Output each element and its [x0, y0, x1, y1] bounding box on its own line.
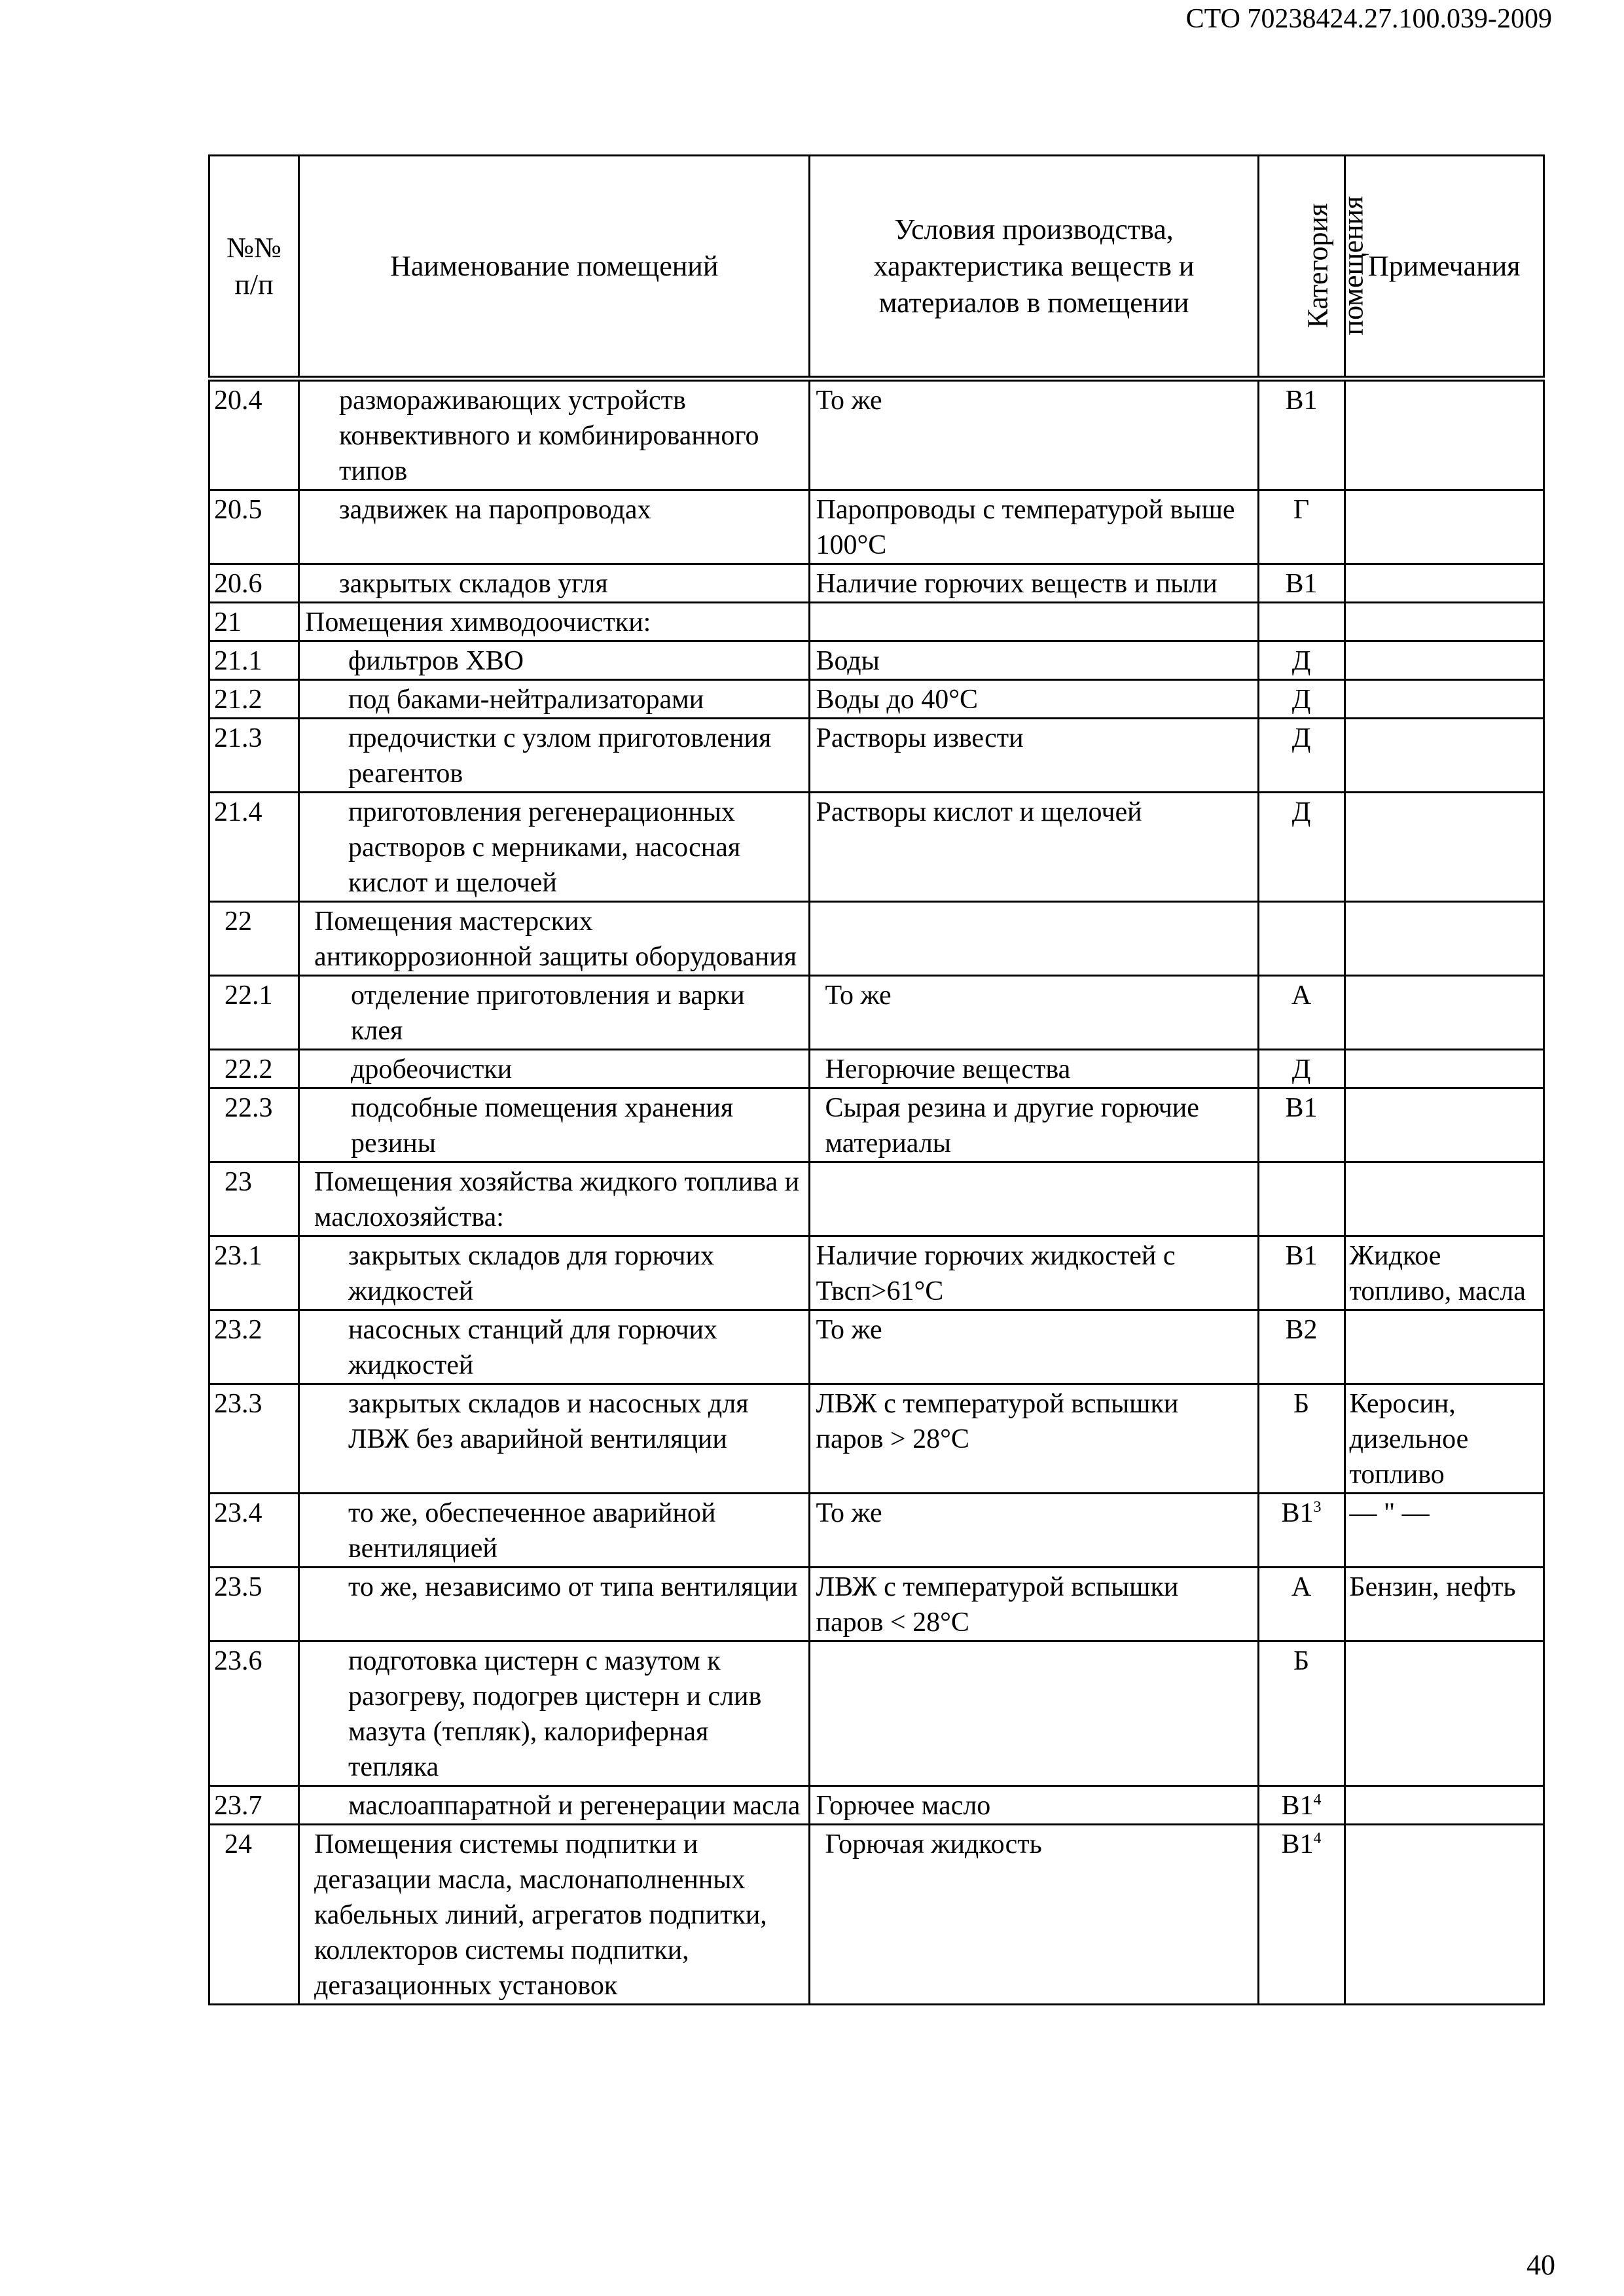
- row-number: 23.3: [209, 1384, 299, 1494]
- row-conditions: Воды: [810, 641, 1258, 680]
- row-category: [1258, 1162, 1344, 1236]
- row-category: [1258, 1050, 1344, 1088]
- table-row: [209, 1568, 1544, 1641]
- row-name-text: закрытых складов угля: [339, 569, 608, 599]
- row-category: [1258, 680, 1344, 719]
- row-number: 22: [209, 902, 299, 976]
- row-name-text: подготовка цистерн с мазутом к разогреву, подогрев цистерн и слив мазута (тепляк), калориферная тепляка: [348, 1646, 762, 1782]
- row-premises-name: [299, 902, 810, 976]
- row-number: 21: [209, 603, 299, 641]
- row-conditions: [810, 1641, 1258, 1786]
- row-number: 21.4: [209, 793, 299, 902]
- row-name-text: Помещения химводоочистки:: [305, 607, 651, 637]
- table-row: [209, 379, 1544, 490]
- document-code: СТО 70238424.27.100.039-2009: [1185, 4, 1552, 34]
- row-category-text: А: [1291, 1572, 1312, 1602]
- row-conditions: То же: [810, 1494, 1258, 1568]
- header-premises-name: [299, 156, 810, 379]
- row-category: [1258, 1088, 1344, 1162]
- row-category: [1258, 793, 1344, 902]
- row-premises-name: [299, 603, 810, 641]
- row-conditions: [810, 1162, 1258, 1236]
- row-conditions: Растворы кислот и щелочей: [810, 793, 1258, 902]
- row-category-footnote: 3: [1313, 1499, 1322, 1516]
- row-premises-name: [299, 1310, 810, 1384]
- row-premises-name: [299, 1641, 810, 1786]
- table-header-row: [209, 156, 1544, 379]
- row-number: 20.6: [209, 564, 299, 603]
- row-number: 22.2: [209, 1050, 299, 1088]
- row-category-text: В1: [1285, 386, 1318, 416]
- row-premises-name: [299, 641, 810, 680]
- table-row: [209, 1236, 1544, 1310]
- header-number: [209, 156, 299, 379]
- row-conditions: Горючая жидкость: [810, 1825, 1258, 2005]
- row-name-text: то же, обеспеченное аварийной вентиляцией: [348, 1498, 716, 1564]
- row-premises-name: [299, 490, 810, 564]
- row-notes: [1344, 902, 1544, 976]
- row-name-text: Помещения мастерских антикоррозионной защиты оборудования: [314, 906, 797, 972]
- row-number: 23: [209, 1162, 299, 1236]
- row-premises-name: [299, 1088, 810, 1162]
- row-number: 23.5: [209, 1568, 299, 1641]
- table-row: [209, 1825, 1544, 2005]
- row-category-text: В1: [1281, 1829, 1314, 1859]
- row-premises-name: [299, 1162, 810, 1236]
- row-premises-name: [299, 793, 810, 902]
- row-number: 23.4: [209, 1494, 299, 1568]
- row-category-footnote: 4: [1313, 1791, 1322, 1808]
- table-row: [209, 490, 1544, 564]
- row-name-text: фильтров ХВО: [348, 646, 524, 676]
- row-category: [1258, 976, 1344, 1050]
- row-premises-name: [299, 1825, 810, 2005]
- row-notes: [1344, 976, 1544, 1050]
- row-category-text: Д: [1291, 1054, 1311, 1085]
- row-number: 23.7: [209, 1786, 299, 1825]
- table-row: [209, 1162, 1544, 1236]
- row-number: 23.6: [209, 1641, 299, 1786]
- row-notes: [1344, 490, 1544, 564]
- table-row: [209, 1494, 1544, 1568]
- row-conditions: Паропроводы с температурой выше 100°С: [810, 490, 1258, 564]
- row-name-text: Помещения хозяйства жидкого топлива и маслохозяйства:: [314, 1167, 800, 1232]
- row-category: [1258, 641, 1344, 680]
- header-number-text: №№ п/п: [226, 231, 281, 300]
- row-category-text: В1: [1285, 1241, 1318, 1271]
- table-row: [209, 1310, 1544, 1384]
- row-conditions: ЛВЖ с температурой вспышки паров < 28°С: [810, 1568, 1258, 1641]
- row-conditions: Горючее масло: [810, 1786, 1258, 1825]
- row-conditions: То же: [810, 1310, 1258, 1384]
- row-conditions: [810, 603, 1258, 641]
- premises-category-table: [208, 154, 1545, 2005]
- table-row: [209, 1050, 1544, 1088]
- row-premises-name: [299, 1568, 810, 1641]
- row-number: 20.4: [209, 379, 299, 490]
- header-conditions-text: Условия производства, характеристика веществ и материалов в помещении: [873, 213, 1195, 319]
- row-notes: [1344, 1641, 1544, 1786]
- row-category-text: Д: [1291, 797, 1311, 827]
- row-category: [1258, 1384, 1344, 1494]
- table-row: [209, 680, 1544, 719]
- row-conditions: Негорючие вещества: [810, 1050, 1258, 1088]
- row-premises-name: [299, 379, 810, 490]
- row-premises-name: [299, 680, 810, 719]
- page-number: 40: [1526, 2249, 1555, 2281]
- table-row: [209, 902, 1544, 976]
- row-category-text: В1: [1285, 569, 1318, 599]
- table-row: [209, 1641, 1544, 1786]
- row-category-text: Д: [1291, 723, 1311, 753]
- row-notes: — " —: [1344, 1494, 1544, 1568]
- row-number: 23.1: [209, 1236, 299, 1310]
- row-category-text: В1: [1285, 1093, 1318, 1123]
- row-premises-name: [299, 1236, 810, 1310]
- row-name-text: насосных станций для горючих жидкостей: [348, 1315, 717, 1380]
- table-row: [209, 1786, 1544, 1825]
- row-premises-name: [299, 976, 810, 1050]
- row-conditions: То же: [810, 976, 1258, 1050]
- row-number: 21.2: [209, 680, 299, 719]
- row-conditions: Наличие горючих веществ и пыли: [810, 564, 1258, 603]
- row-category: [1258, 603, 1344, 641]
- row-notes: Жидкое топливо, масла: [1344, 1236, 1544, 1310]
- row-number: 24: [209, 1825, 299, 2005]
- table-row: [209, 793, 1544, 902]
- row-name-text: отделение приготовления и варки клея: [351, 980, 745, 1046]
- row-category: [1258, 902, 1344, 976]
- row-number: 22.3: [209, 1088, 299, 1162]
- row-notes: [1344, 564, 1544, 603]
- table-row: [209, 1088, 1544, 1162]
- row-conditions: [810, 902, 1258, 976]
- row-category-text: Б: [1293, 1389, 1310, 1419]
- row-category: [1258, 1236, 1344, 1310]
- row-number: 21.1: [209, 641, 299, 680]
- row-category-text: В2: [1285, 1315, 1318, 1345]
- row-notes: [1344, 680, 1544, 719]
- row-premises-name: [299, 719, 810, 793]
- row-category-text: А: [1291, 980, 1312, 1011]
- row-category-text: Б: [1293, 1646, 1310, 1676]
- row-number: 21.3: [209, 719, 299, 793]
- row-conditions: Наличие горючих жидкостей с Твсп>61°С: [810, 1236, 1258, 1310]
- row-name-text: под баками-нейтрализаторами: [348, 685, 704, 715]
- row-name-text: подсобные помещения хранения резины: [351, 1093, 734, 1158]
- row-conditions: Растворы извести: [810, 719, 1258, 793]
- row-conditions: Сырая резина и другие горючие материалы: [810, 1088, 1258, 1162]
- row-category: [1258, 379, 1344, 490]
- row-notes: [1344, 1162, 1544, 1236]
- row-name-text: предочистки с узлом приготовления реагентов: [348, 723, 772, 789]
- table-row: [209, 603, 1544, 641]
- row-name-text: размораживающих устройств конвективного и комбинированного типов: [339, 386, 759, 486]
- row-notes: [1344, 379, 1544, 490]
- table-row: [209, 719, 1544, 793]
- header-conditions: [810, 156, 1258, 379]
- row-premises-name: [299, 564, 810, 603]
- header-category: [1258, 156, 1369, 379]
- row-category: [1258, 490, 1344, 564]
- row-name-text: Помещения системы подпитки и дегазации масла, маслонаполненных кабельных линий, агрегатов подпитки, коллекторов системы подпитки, дегазационных установок: [314, 1829, 767, 2001]
- row-name-text: дробеочистки: [351, 1054, 513, 1085]
- row-category-text: В1: [1281, 1791, 1314, 1821]
- row-category: [1258, 1568, 1344, 1641]
- row-category: [1258, 1825, 1344, 2005]
- row-category: [1258, 564, 1344, 603]
- row-notes: [1344, 641, 1544, 680]
- row-name-text: закрытых складов и насосных для ЛВЖ без аварийной вентиляции: [348, 1389, 749, 1454]
- row-notes: [1344, 1786, 1544, 1825]
- row-category-text: В1: [1281, 1498, 1314, 1528]
- row-notes: [1344, 793, 1544, 902]
- row-conditions: Воды до 40°С: [810, 680, 1258, 719]
- row-notes: [1344, 1088, 1544, 1162]
- row-premises-name: [299, 1384, 810, 1494]
- row-category: [1258, 719, 1344, 793]
- row-name-text: то же, независимо от типа вентиляции: [348, 1572, 798, 1602]
- row-premises-name: [299, 1494, 810, 1568]
- table-row: [209, 976, 1544, 1050]
- header-category-text: Категория помещения: [1301, 196, 1369, 336]
- row-notes: [1344, 603, 1544, 641]
- row-number: 23.2: [209, 1310, 299, 1384]
- header-notes: [1344, 156, 1544, 379]
- row-notes: [1344, 1310, 1544, 1384]
- table-row: [209, 564, 1544, 603]
- row-category-text: Г: [1293, 495, 1310, 525]
- row-category: [1258, 1310, 1344, 1384]
- row-notes: [1344, 1050, 1544, 1088]
- row-conditions: ЛВЖ с температурой вспышки паров > 28°С: [810, 1384, 1258, 1494]
- table-row: [209, 641, 1544, 680]
- row-notes: Бензин, нефть: [1344, 1568, 1544, 1641]
- row-category-text: Д: [1291, 646, 1311, 676]
- row-category: [1258, 1641, 1344, 1786]
- row-number: 22.1: [209, 976, 299, 1050]
- row-category: [1258, 1494, 1344, 1568]
- row-premises-name: [299, 1786, 810, 1825]
- row-name-text: задвижек на паропроводах: [339, 495, 651, 525]
- row-name-text: маслоаппаратной и регенерации масла: [348, 1791, 801, 1821]
- row-conditions: То же: [810, 379, 1258, 490]
- row-category: [1258, 1786, 1344, 1825]
- row-notes: [1344, 719, 1544, 793]
- table-row: [209, 1384, 1544, 1494]
- row-name-text: закрытых складов для горючих жидкостей: [348, 1241, 714, 1306]
- row-number: 20.5: [209, 490, 299, 564]
- row-name-text: приготовления регенерационных растворов с мерниками, насосная кислот и щелочей: [348, 797, 741, 898]
- header-notes-text: Примечания: [1367, 249, 1521, 282]
- header-premises-name-text: Наименование помещений: [390, 249, 719, 282]
- row-category-text: Д: [1291, 685, 1311, 715]
- row-notes: [1344, 1825, 1544, 2005]
- row-category-footnote: 4: [1313, 1830, 1322, 1847]
- row-notes: Керосин, дизельное топливо: [1344, 1384, 1544, 1494]
- row-premises-name: [299, 1050, 810, 1088]
